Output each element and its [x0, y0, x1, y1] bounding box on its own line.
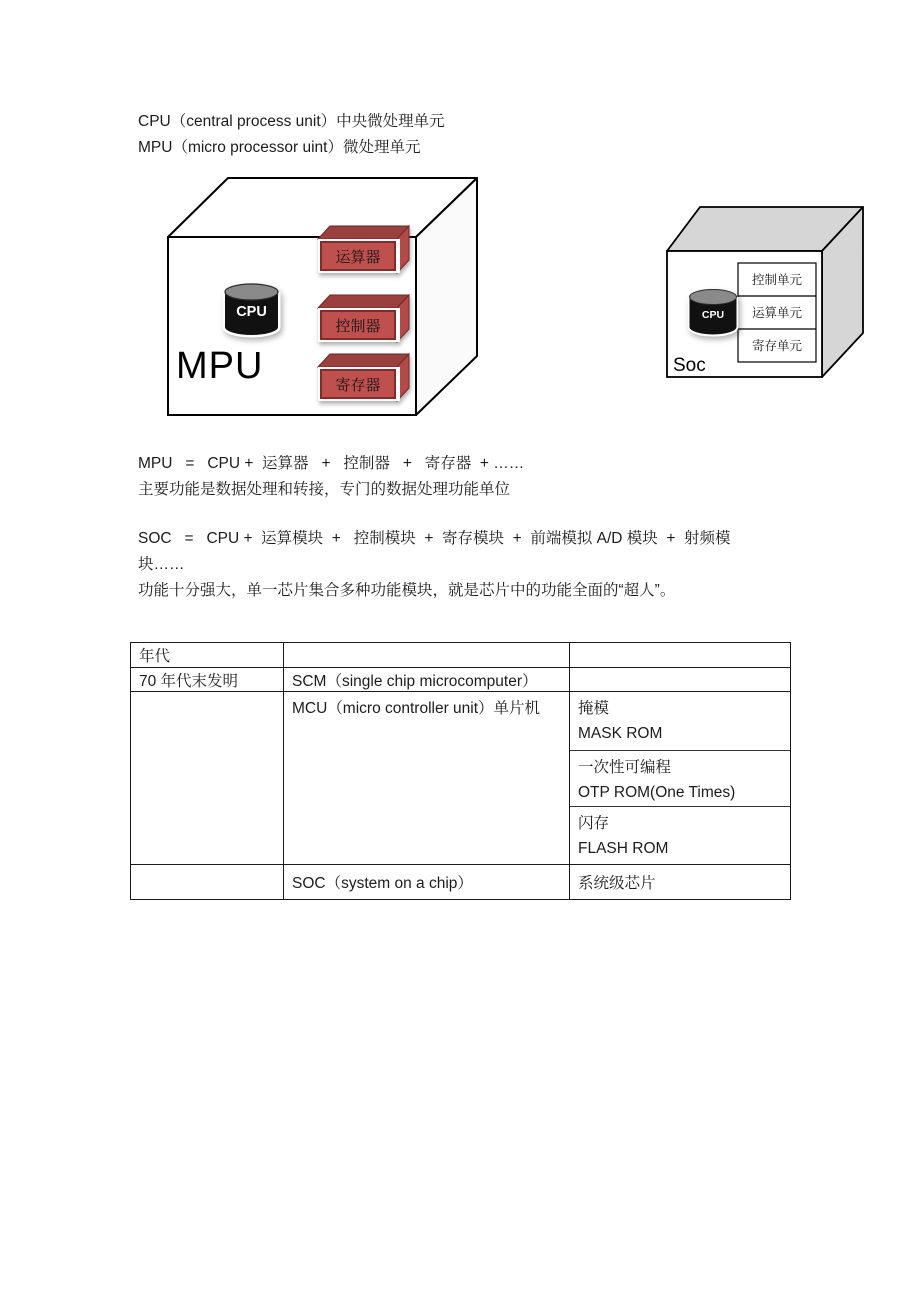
mpu-box-label: MPU: [176, 345, 264, 387]
soc-cpu-cylinder: [690, 290, 737, 335]
cell-era-70s: 70 年代末发明: [131, 668, 284, 692]
cylinder-top: [690, 290, 737, 305]
mpu-cpu-cylinder: [225, 284, 278, 335]
mpu-chip-alu: [318, 226, 409, 273]
soc-equation-line: SOC = CPU + 运算模块 + 控制模块 + 寄存模块 + 前端模拟 A/D 模块 + 射频模: [138, 530, 731, 547]
table-row: [131, 668, 791, 692]
header-definitions: [138, 109, 445, 161]
cell-empty: [131, 692, 284, 865]
cell-empty: [570, 643, 791, 668]
mpu-chip-control: [318, 295, 409, 342]
cylinder-label: CPU: [701, 309, 725, 321]
unit-label-register: 寄存单元: [751, 339, 803, 353]
chip-top-face: [318, 226, 409, 239]
chip-history-table: [130, 642, 791, 900]
table-row: [131, 692, 791, 865]
mpu-function-line: 主要功能是数据处理和转接，专门的数据处理功能单位: [138, 481, 511, 498]
cpu-definition-line: CPU（central process unit）中央微处理单元: [138, 113, 445, 130]
table-row: [131, 865, 791, 900]
chip-label: 控制器: [335, 319, 381, 335]
chip-label: 寄存器: [335, 378, 381, 394]
rom-en-label: OTP ROM(One Times): [578, 784, 736, 801]
rom-cn-label: 掩模: [578, 700, 610, 717]
rom-en-label: FLASH ROM: [578, 840, 669, 857]
unit-label-alu: 运算单元: [751, 306, 803, 320]
rom-cn-label: 闪存: [578, 815, 610, 832]
soc-unit-list: [738, 263, 816, 362]
mpu-paragraph: [138, 451, 524, 503]
soc-diagram: [664, 201, 869, 381]
cylinder-top: [225, 284, 278, 300]
cell-soc-desc: 系统级芯片: [570, 865, 791, 900]
cell-empty: [284, 643, 570, 668]
chip-top-face: [318, 295, 409, 308]
cell-empty: [570, 668, 791, 692]
cylinder-label: CPU: [236, 304, 267, 320]
chip-top-face: [318, 354, 409, 367]
rom-cn-label: 一次性可编程: [578, 759, 672, 776]
mpu-chip-register: [318, 354, 409, 401]
soc-function-line: 功能十分强大，单一芯片集合多种功能模块，就是芯片中的功能全面的“超人”。: [138, 582, 676, 599]
mpu-diagram: [166, 176, 482, 422]
cell-rom-types: [570, 692, 791, 865]
mpu-definition-line: MPU（micro processor uint）微处理单元: [138, 139, 421, 156]
cell-era-header: 年代: [131, 643, 284, 668]
table-row: [131, 643, 791, 668]
rom-en-label: MASK ROM: [578, 725, 663, 742]
cell-scm: SCM（single chip microcomputer）: [284, 668, 570, 692]
chip-label: 运算器: [335, 250, 381, 266]
cell-soc: SOC（system on a chip）: [284, 865, 570, 900]
unit-label-control: 控制单元: [751, 273, 803, 287]
soc-box-label: Soc: [673, 355, 706, 376]
soc-equation-wrap-line: 块……: [138, 556, 185, 573]
cell-mcu: MCU（micro controller unit）单片机: [284, 692, 570, 865]
soc-paragraph: [138, 526, 731, 604]
cell-empty: [131, 865, 284, 900]
rom-section-flash: [570, 807, 790, 864]
mpu-equation-line: MPU = CPU + 运算器 + 控制器 + 寄存器 + ……: [138, 455, 525, 472]
rom-section-mask: [570, 692, 790, 751]
rom-section-otp: [570, 751, 790, 807]
